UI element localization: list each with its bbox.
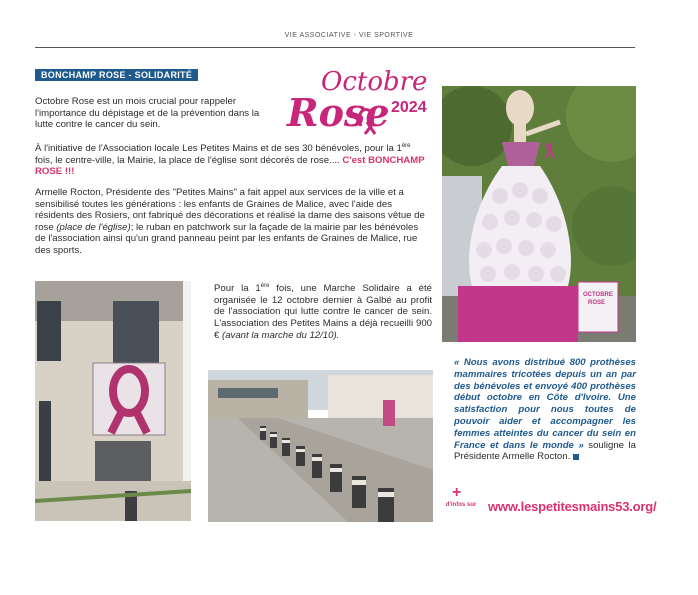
- p4-italic: (avant la marche du 12/10).: [222, 329, 340, 341]
- president-paragraph: [35, 187, 430, 257]
- bollards-photo-drawing: [208, 370, 433, 522]
- logo-year: 2024: [391, 99, 427, 116]
- mairie-ribbon-photo: [35, 281, 191, 521]
- p2-sup: ère: [401, 143, 411, 149]
- sign-line2: ROSE: [588, 300, 606, 306]
- dame-des-saisons-photo: [442, 86, 636, 342]
- p3-italic: (place de l'église): [56, 221, 131, 233]
- p3-text-b: ; le ruban en patchwork sur la façade de la mairie par les bénévoles de l'association ainsi qu'un grand panneau peint par les enfants de Graines de Malice, rue des sports.: [35, 221, 419, 256]
- logo-line2: Rose: [287, 90, 390, 135]
- website-link[interactable]: www.lespetitesmains53.org/: [488, 499, 657, 514]
- p4-text-b: fois, une Marche Solidaire a été organisée le 12 octobre dernier à Galbé au profit de l'association qui lutte contre le cancer de sein. L'association des Petites Mains a déjà recueilli 900 €: [214, 283, 432, 341]
- p4-sup: ère: [260, 283, 270, 289]
- quote-text: « Nous avons distribué 800 prothèses mammaires tricotées depuis un an par des bénévoles et envoyé 400 prothèses début octobre en Côte d'Ivoire. Une satisfaction pour nous toutes de pouvoir aider et accompagner les femmes atteintes du cancer du sein en France et dans le monde »: [454, 357, 636, 451]
- header-rule: [35, 47, 635, 48]
- quote-attribution: souligne la Présidente Armelle Rocton.: [454, 439, 636, 463]
- logo-line1: Octobre: [321, 67, 428, 97]
- bollards-street-photo: [208, 370, 433, 522]
- bonchamp-rose-highlight: C'est BONCHAMP ROSE !!!: [35, 154, 425, 178]
- end-mark-icon: [573, 454, 579, 460]
- running-head: VIE ASSOCIATIVE - VIE SPORTIVE: [284, 32, 414, 39]
- president-quote: [454, 357, 636, 463]
- dame-photo-drawing: [442, 86, 636, 342]
- intro-paragraph: Octobre Rose est un mois crucial pour rappeler l'importance du dépistage et de la prévention dans la lutte contre le cancer du sein.: [35, 96, 260, 131]
- p4-text-a: Pour la 1: [214, 283, 261, 295]
- p2-text-a: À l'initiative de l'Association locale Les Petites Mains et de ses 30 bénévoles, pour la 1: [35, 143, 402, 155]
- sign-line1: OCTOBRE: [583, 292, 613, 298]
- p2-text-b: fois, le centre-ville, la Mairie, la place de l'église sont décorés de rose....: [35, 154, 343, 166]
- plus-icon: +: [452, 484, 462, 501]
- section-banner: BONCHAMP ROSE - SOLIDARITÉ: [35, 69, 198, 81]
- p3-text-a: Armelle Rocton, Présidente des "Petites Mains" a fait appel aux services de la ville et a sensibilisé toutes les générations : les enfants de Graines de Malice, avec l'aide des résidents des Rosiers, ont fabriqué des décorations et réalisé la dame des saisons vêtue de rose: [35, 187, 425, 233]
- octobre-rose-logo: [283, 64, 433, 136]
- mairie-photo-drawing: [35, 281, 191, 521]
- marche-paragraph: [214, 281, 432, 341]
- initiative-paragraph: [35, 141, 430, 178]
- infos-label: d'infos sur: [445, 502, 477, 508]
